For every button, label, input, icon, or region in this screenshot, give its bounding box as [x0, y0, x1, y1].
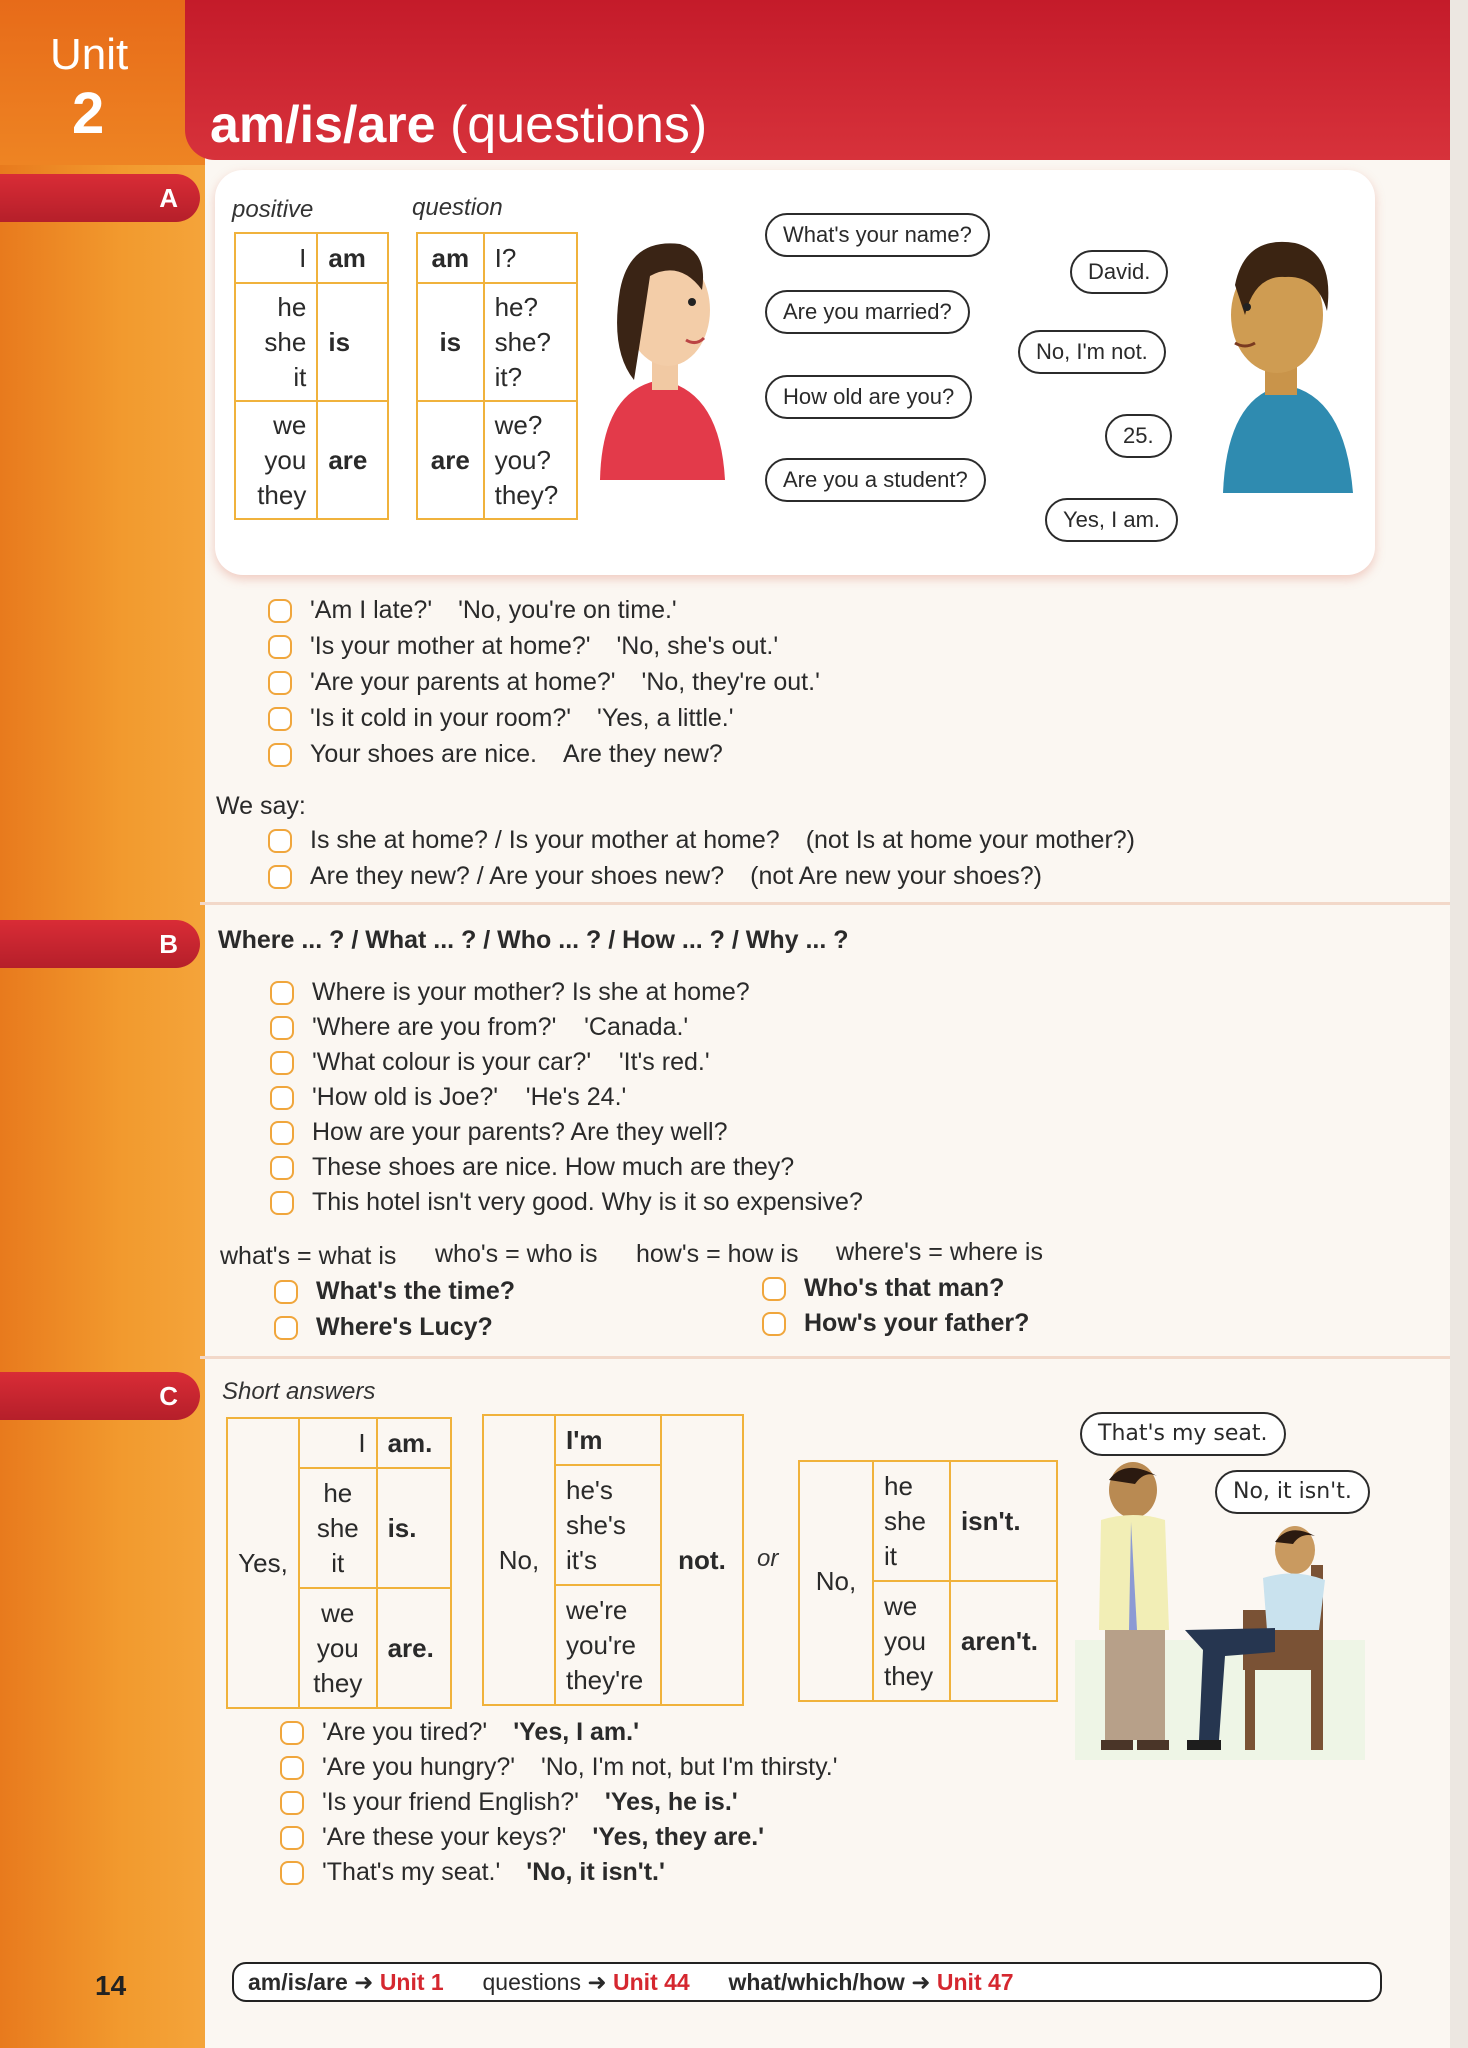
q-subj-1: I? — [484, 233, 577, 283]
we-say-label: We say: — [216, 792, 306, 820]
no-label: No, — [483, 1415, 555, 1705]
no2-table — [798, 1460, 1058, 1702]
we-say-example-1: Is she at home? / Is your mother at home? (not Is at home your mother?) — [268, 826, 1135, 855]
section-tab-b: B — [0, 920, 200, 968]
pos-subj-2: he she it — [235, 283, 317, 401]
checkbox[interactable] — [270, 1086, 294, 1110]
pos-verb-3: are — [317, 401, 388, 519]
yes-verb-3: are. — [377, 1588, 451, 1708]
checkbox[interactable] — [270, 1016, 294, 1040]
sidebar — [0, 0, 205, 2048]
no-table — [482, 1414, 744, 1706]
yes-subj-3: we you they — [299, 1588, 377, 1708]
q-verb-1: am — [417, 233, 484, 283]
b-right-example-1: Who's that man? — [762, 1274, 1004, 1303]
contraction-1: what's = what is — [220, 1242, 397, 1270]
a-example-4: 'Is it cold in your room?' 'Yes, a little.' — [268, 704, 734, 733]
page-number: 14 — [95, 1970, 127, 2001]
b-right-example-2: How's your father? — [762, 1309, 1029, 1338]
checkbox[interactable] — [280, 1756, 304, 1780]
question-bubble-3: How old are you? — [765, 375, 972, 419]
positive-table — [234, 232, 389, 520]
b-heading: Where ... ? / What ... ? / Who ... ? / How ... ? / Why ... ? — [218, 926, 849, 954]
link-unit-44[interactable]: Unit 44 — [613, 1969, 690, 1995]
b-example-7: This hotel isn't very good. Why is it so expensive? — [270, 1188, 863, 1217]
checkbox[interactable] — [268, 743, 292, 767]
yes-verb-2: is. — [377, 1468, 451, 1588]
no2-label: No, — [799, 1461, 873, 1701]
b-example-4: 'How old is Joe?' 'He's 24.' — [270, 1083, 626, 1112]
a-example-5: Your shoes are nice. Are they new? — [268, 740, 723, 769]
pos-subj-1: I — [235, 233, 317, 283]
section-tab-a: A — [0, 174, 200, 222]
we-say-example-2: Are they new? / Are your shoes new? (not Are new your shoes?) — [268, 862, 1042, 891]
answer-bubble-3: 25. — [1105, 414, 1172, 458]
scene-bubble-2: No, it isn't. — [1215, 1470, 1370, 1514]
c-example-4: 'Are these your keys?' 'Yes, they are.' — [280, 1823, 764, 1852]
scene-bubble-1: That's my seat. — [1080, 1412, 1286, 1456]
q-verb-3: are — [417, 401, 484, 519]
no-form-1: I'm — [555, 1415, 661, 1465]
no2-verb-2: aren't. — [950, 1581, 1057, 1701]
answer-bubble-2: No, I'm not. — [1018, 330, 1166, 374]
not-label: not. — [661, 1415, 743, 1705]
question-bubble-1: What's your name? — [765, 213, 990, 257]
a-example-3: 'Are your parents at home?' 'No, they're out.' — [268, 668, 820, 697]
link-unit-47[interactable]: Unit 47 — [936, 1969, 1014, 1995]
answer-bubble-1: David. — [1070, 250, 1168, 294]
pos-subj-3: we you they — [235, 401, 317, 519]
pos-verb-2: is — [317, 283, 388, 401]
checkbox[interactable] — [762, 1277, 786, 1301]
unit-label: Unit — [50, 30, 129, 79]
man-illustration — [1205, 225, 1355, 495]
checkbox[interactable] — [268, 865, 292, 889]
contraction-4: where's = where is — [836, 1238, 1043, 1266]
question-table — [416, 232, 578, 520]
checkbox[interactable] — [270, 1156, 294, 1180]
divider-b-c — [200, 1356, 1450, 1359]
q-subj-2: he? she? it? — [484, 283, 577, 401]
checkbox[interactable] — [270, 1191, 294, 1215]
page-edge — [1450, 0, 1468, 2048]
pos-verb-1: am — [317, 233, 388, 283]
checkbox[interactable] — [268, 707, 292, 731]
no-form-3: we're you're they're — [555, 1585, 661, 1705]
checkbox[interactable] — [268, 599, 292, 623]
b-left-example-2: Where's Lucy? — [274, 1313, 493, 1342]
yes-subj-2: he she it — [299, 1468, 377, 1588]
no-form-2: he's she's it's — [555, 1465, 661, 1585]
checkbox[interactable] — [280, 1861, 304, 1885]
no2-verb-1: isn't. — [950, 1461, 1057, 1581]
checkbox[interactable] — [268, 635, 292, 659]
answer-bubble-4: Yes, I am. — [1045, 498, 1178, 542]
no2-subj-1: he she it — [873, 1461, 950, 1581]
divider-a-b — [200, 902, 1450, 905]
checkbox[interactable] — [270, 1121, 294, 1145]
checkbox[interactable] — [268, 829, 292, 853]
a-example-1: 'Am I late?' 'No, you're on time.' — [268, 596, 677, 625]
positive-caption: positive — [232, 196, 314, 223]
checkbox[interactable] — [280, 1721, 304, 1745]
checkbox[interactable] — [280, 1791, 304, 1815]
q-verb-2: is — [417, 283, 484, 401]
cross-reference-bar: am/is/are ➜ Unit 1 questions ➜ Unit 44 what/which/how ➜ Unit 47 — [232, 1962, 1382, 2002]
c-example-1: 'Are you tired?' 'Yes, I am.' — [280, 1718, 639, 1747]
question-bubble-4: Are you a student? — [765, 458, 986, 502]
checkbox[interactable] — [268, 671, 292, 695]
b-example-3: 'What colour is your car?' 'It's red.' — [270, 1048, 710, 1077]
c-example-3: 'Is your friend English?' 'Yes, he is.' — [280, 1788, 738, 1817]
yes-verb-1: am. — [377, 1418, 451, 1468]
q-subj-3: we? you? they? — [484, 401, 577, 519]
a-example-2: 'Is your mother at home?' 'No, she's out.' — [268, 632, 778, 661]
yes-label: Yes, — [227, 1418, 299, 1708]
checkbox[interactable] — [270, 1051, 294, 1075]
checkbox[interactable] — [274, 1280, 298, 1304]
question-caption: question — [412, 194, 503, 221]
checkbox[interactable] — [274, 1316, 298, 1340]
b-example-5: How are your parents? Are they well? — [270, 1118, 728, 1147]
question-bubble-2: Are you married? — [765, 290, 970, 334]
contraction-3: how's = how is — [636, 1240, 799, 1268]
b-example-2: 'Where are you from?' 'Canada.' — [270, 1013, 688, 1042]
b-left-example-1: What's the time? — [274, 1277, 515, 1306]
contraction-2: who's = who is — [435, 1240, 598, 1268]
c-example-5: 'That's my seat.' 'No, it isn't.' — [280, 1858, 665, 1887]
woman-illustration — [590, 230, 740, 490]
c-example-2: 'Are you hungry?' 'No, I'm not, but I'm thirsty.' — [280, 1753, 837, 1782]
yes-table — [226, 1417, 452, 1709]
page-title: am/is/are (questions) — [210, 96, 708, 154]
checkbox[interactable] — [280, 1826, 304, 1850]
no2-subj-2: we you they — [873, 1581, 950, 1701]
unit-number: 2 — [72, 81, 105, 146]
checkbox[interactable] — [762, 1312, 786, 1336]
or-label: or — [757, 1545, 779, 1572]
checkbox[interactable] — [270, 981, 294, 1005]
b-example-1: Where is your mother? Is she at home? — [270, 978, 750, 1007]
b-example-6: These shoes are nice. How much are they? — [270, 1153, 794, 1182]
yes-subj-1: I — [299, 1418, 377, 1468]
section-tab-c: C — [0, 1372, 200, 1420]
link-unit-1[interactable]: Unit 1 — [379, 1969, 444, 1995]
short-answers-caption: Short answers — [222, 1378, 376, 1405]
